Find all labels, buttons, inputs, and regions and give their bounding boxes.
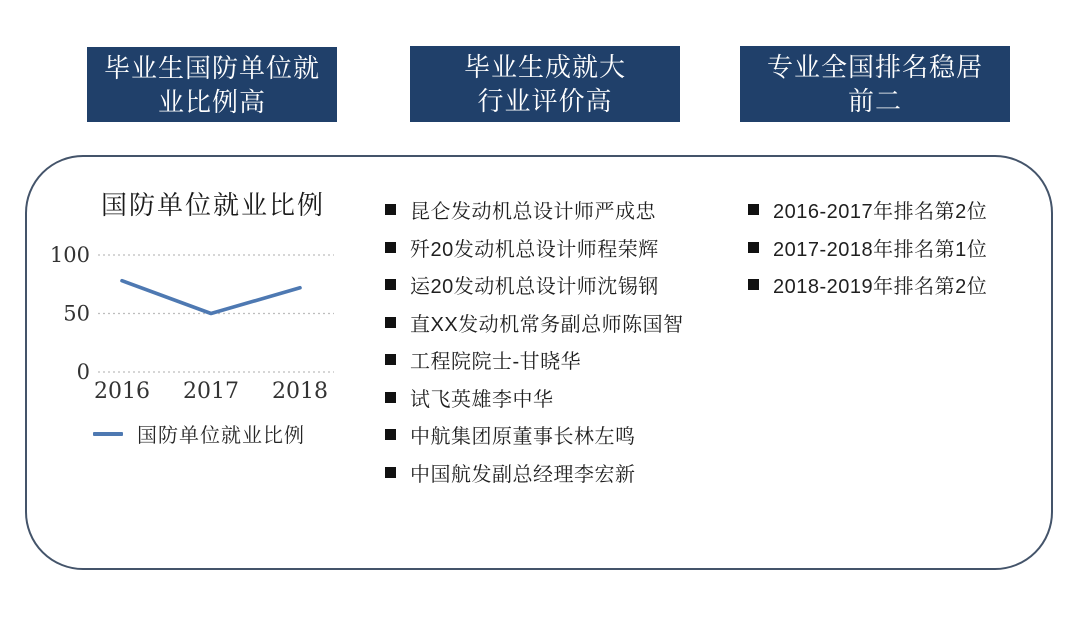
list-item	[385, 454, 725, 492]
header-box-ranking	[740, 46, 1010, 122]
list-item	[385, 304, 725, 342]
rankings-list	[748, 191, 1048, 304]
list-item	[385, 191, 725, 229]
bullet-square-icon	[385, 429, 396, 440]
header-line: 业比例高	[157, 86, 266, 117]
legend-line-marker	[93, 432, 123, 436]
bullet-square-icon	[748, 204, 759, 215]
achievement-text: 中航集团原董事长林左鸣	[410, 426, 636, 449]
chart-legend	[93, 419, 305, 448]
svg-text:2018: 2018	[272, 379, 328, 404]
achievement-text: 运20发动机总设计师沈锡钢	[410, 276, 659, 299]
list-item	[748, 191, 1048, 229]
bullet-square-icon	[385, 204, 396, 215]
list-item	[385, 341, 725, 379]
header-line: 毕业生成就大	[463, 52, 626, 82]
ranking-text: 2016-2017年排名第2位	[773, 201, 988, 224]
achievements-list	[385, 191, 725, 491]
list-item	[385, 379, 725, 417]
bullet-square-icon	[385, 317, 396, 328]
achievement-text: 歼20发动机总设计师程荣辉	[410, 238, 659, 261]
header-line: 行业评价高	[477, 86, 613, 116]
achievement-text: 试飞英雄李中华	[410, 388, 554, 411]
bullet-square-icon	[385, 279, 396, 290]
bullet-square-icon	[385, 242, 396, 253]
achievement-text: 昆仑发动机总设计师严成忠	[410, 201, 656, 224]
list-item	[385, 229, 725, 267]
header-box-employment	[87, 47, 337, 122]
bullet-square-icon	[748, 279, 759, 290]
chart-title: 国防单位就业比例	[101, 190, 326, 220]
list-item	[385, 266, 725, 304]
bullet-square-icon	[385, 392, 396, 403]
svg-text:50: 50	[63, 301, 90, 326]
bullet-square-icon	[385, 467, 396, 478]
achievement-text: 工程院院士-甘晓华	[410, 351, 582, 374]
ranking-text: 2018-2019年排名第2位	[773, 276, 988, 299]
employment-line-chart	[42, 235, 362, 420]
svg-text:2017: 2017	[183, 379, 239, 404]
content-panel	[25, 155, 1053, 570]
legend-label: 国防单位就业比例	[137, 425, 305, 447]
header-line: 前二	[847, 86, 902, 116]
list-item	[748, 229, 1048, 267]
list-item	[748, 266, 1048, 304]
achievement-text: 直XX发动机常务副总师陈国智	[410, 313, 684, 336]
svg-text:0: 0	[76, 360, 90, 384]
list-item	[385, 416, 725, 454]
svg-text:2016: 2016	[94, 379, 150, 404]
svg-text:100: 100	[49, 243, 90, 267]
bullet-square-icon	[748, 242, 759, 253]
bullet-square-icon	[385, 354, 396, 365]
header-line: 毕业生国防单位就	[103, 52, 320, 83]
achievement-text: 中国航发副总经理李宏新	[410, 463, 636, 486]
header-line: 专业全国排名稳居	[766, 52, 983, 82]
ranking-text: 2017-2018年排名第1位	[773, 238, 988, 261]
header-box-achievement	[410, 46, 680, 122]
